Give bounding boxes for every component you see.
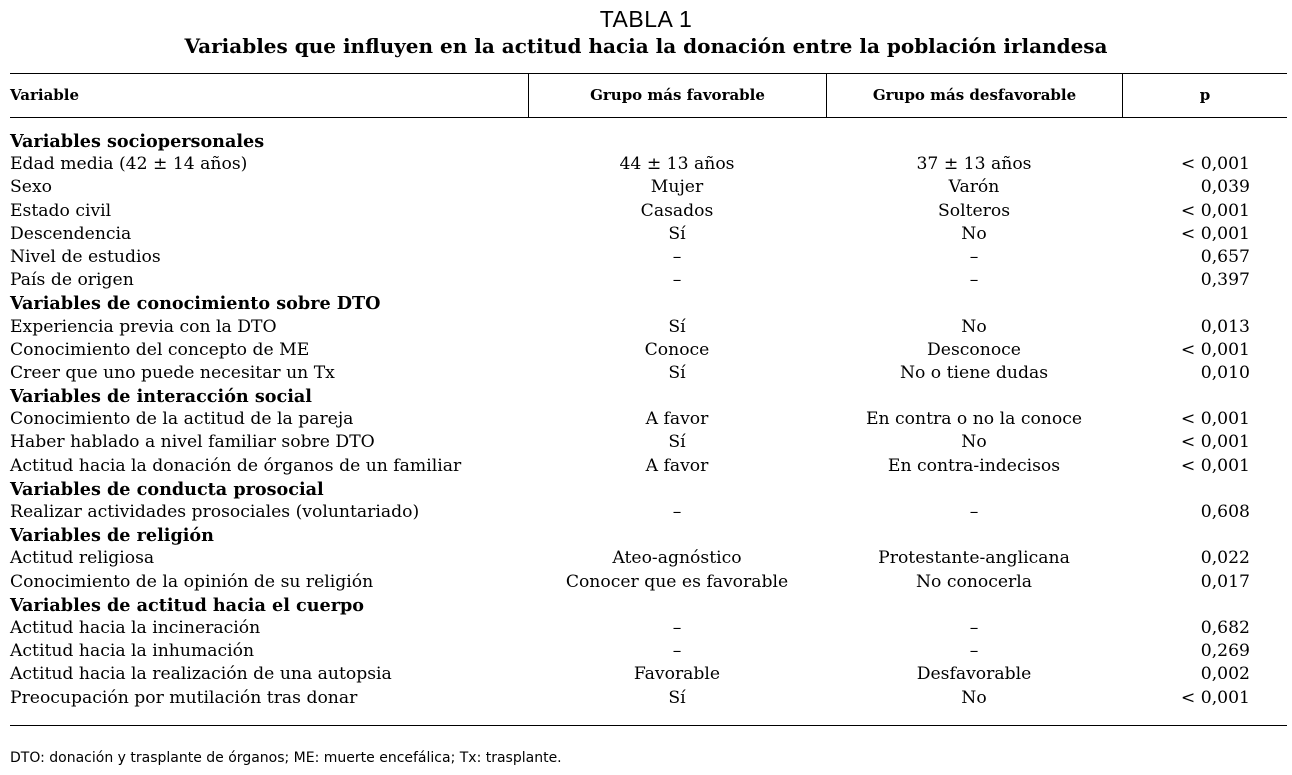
table-row — [10, 176, 1287, 199]
favorable-group-cell: – — [672, 270, 682, 291]
favorable-group-cell: – — [672, 641, 682, 662]
section-header-row — [10, 385, 1287, 408]
favorable-group-cell: – — [672, 246, 682, 267]
favorable-group-cell: Conoce — [644, 339, 710, 360]
unfavorable-group-cell: No conocerla — [916, 571, 1032, 592]
table-row — [10, 153, 1287, 176]
header-variable: Variable — [10, 86, 80, 104]
table-row — [10, 200, 1287, 223]
p-value-cell: 0,039 — [1200, 177, 1250, 198]
section-header-row — [10, 130, 1287, 153]
unfavorable-group-cell: – — [969, 617, 979, 638]
variable-cell: Actitud hacia la inhumación — [10, 641, 255, 662]
section-title: Variables de conocimiento sobre DTO — [10, 293, 381, 315]
table-body — [10, 130, 1287, 710]
section-title: Variables de religión — [10, 525, 214, 547]
variable-cell: Realizar actividades prosociales (voluntariado) — [10, 502, 420, 522]
table-row — [10, 362, 1287, 385]
favorable-group-cell: 44 ± 13 años — [619, 154, 735, 175]
favorable-group-cell: Mujer — [650, 177, 704, 198]
unfavorable-group-cell: No — [961, 432, 987, 453]
p-value-cell: < 0,001 — [1180, 339, 1250, 360]
header-p-value: p — [1122, 73, 1287, 117]
table-label: TABLA 1 — [599, 6, 693, 32]
table-row — [10, 617, 1287, 640]
variable-cell: Preocupación por mutilación tras donar — [10, 687, 358, 708]
table-row — [10, 431, 1287, 454]
unfavorable-group-cell: – — [969, 502, 979, 522]
variable-cell: País de origen — [10, 270, 134, 291]
favorable-group-cell: Sí — [668, 362, 686, 383]
table-row — [10, 339, 1287, 362]
p-value-cell: < 0,001 — [1180, 223, 1250, 244]
section-header-row — [10, 478, 1287, 501]
p-value-cell: < 0,001 — [1180, 409, 1250, 430]
table-row — [10, 455, 1287, 478]
variable-cell: Conocimiento de la actitud de la pareja — [10, 409, 354, 430]
variable-cell: Estado civil — [10, 200, 112, 221]
section-header-row — [10, 594, 1287, 617]
favorable-group-cell: – — [672, 617, 682, 638]
unfavorable-group-cell: Solteros — [937, 200, 1011, 221]
favorable-group-cell: Favorable — [633, 664, 721, 685]
table-row — [10, 246, 1287, 269]
section-header-row — [10, 524, 1287, 547]
unfavorable-group-cell: Protestante-anglicana — [878, 548, 1070, 569]
p-value-cell: 0,269 — [1200, 641, 1250, 662]
table-footnote: DTO: donación y trasplante de órganos; ME: muerte encefálica; Tx: trasplante. — [10, 750, 562, 766]
unfavorable-group-cell: – — [969, 641, 979, 662]
p-value-cell: 0,397 — [1200, 270, 1250, 291]
p-value-cell: < 0,001 — [1180, 455, 1250, 476]
table-row — [10, 408, 1287, 431]
favorable-group-cell: Sí — [668, 687, 686, 708]
unfavorable-group-cell: – — [969, 270, 979, 291]
unfavorable-group-cell: 37 ± 13 años — [916, 154, 1032, 175]
section-title: Variables de interacción social — [10, 386, 312, 408]
variable-cell: Sexo — [10, 177, 52, 198]
p-value-cell: 0,657 — [1200, 246, 1250, 267]
p-value-cell: 0,022 — [1200, 548, 1250, 569]
variable-cell: Edad media (42 ± 14 años) — [10, 154, 248, 175]
table-row — [10, 501, 1287, 524]
unfavorable-group-cell: Varón — [948, 177, 1000, 198]
section-header-row — [10, 292, 1287, 315]
table-row — [10, 687, 1287, 710]
table-title: Variables que influyen en la actitud hacia la donación entre la población irlandesa — [184, 34, 1108, 58]
bottom-rule — [10, 725, 1287, 726]
header-favorable-group: Grupo más favorable — [528, 73, 826, 117]
unfavorable-group-cell: En contra-indecisos — [887, 455, 1061, 476]
favorable-group-cell: A favor — [645, 455, 709, 476]
variable-cell: Experiencia previa con la DTO — [10, 316, 277, 337]
unfavorable-group-cell: No — [961, 223, 987, 244]
table-header — [10, 73, 1287, 117]
p-value-cell: 0,002 — [1200, 664, 1250, 685]
p-value-cell: < 0,001 — [1180, 432, 1250, 453]
table-row — [10, 547, 1287, 570]
variable-cell: Actitud hacia la incineración — [10, 617, 261, 638]
section-title: Variables de conducta prosocial — [10, 478, 324, 500]
table-row — [10, 316, 1287, 339]
variable-cell: Conocimiento del concepto de ME — [10, 339, 310, 360]
header-unfavorable-group: Grupo más desfavorable — [826, 73, 1122, 117]
favorable-group-cell: – — [672, 502, 682, 522]
table-row — [10, 571, 1287, 594]
p-value-cell: < 0,001 — [1180, 687, 1250, 708]
p-value-cell: 0,013 — [1200, 316, 1250, 337]
table-row — [10, 269, 1287, 292]
unfavorable-group-cell: No — [961, 687, 987, 708]
p-value-cell: 0,010 — [1200, 362, 1250, 383]
favorable-group-cell: Sí — [668, 316, 686, 337]
unfavorable-group-cell: Desconoce — [927, 339, 1021, 360]
variable-cell: Creer que uno puede necesitar un Tx — [10, 362, 335, 383]
favorable-group-cell: Sí — [668, 432, 686, 453]
variable-cell: Actitud hacia la donación de órganos de un familiar — [10, 455, 462, 476]
p-value-cell: 0,608 — [1200, 502, 1250, 522]
unfavorable-group-cell: No — [961, 316, 987, 337]
p-value-cell: < 0,001 — [1180, 154, 1250, 175]
variable-cell: Actitud religiosa — [10, 548, 155, 569]
unfavorable-group-cell: No o tiene dudas — [899, 362, 1049, 383]
favorable-group-cell: Ateo-agnóstico — [612, 548, 742, 569]
unfavorable-group-cell: En contra o no la conoce — [865, 409, 1083, 430]
section-title: Variables sociopersonales — [10, 131, 265, 152]
favorable-group-cell: A favor — [645, 409, 709, 430]
p-value-cell: 0,017 — [1200, 571, 1250, 592]
favorable-group-cell: Conocer que es favorable — [565, 571, 789, 592]
variable-cell: Nivel de estudios — [10, 246, 161, 267]
table-row — [10, 663, 1287, 686]
favorable-group-cell: Casados — [640, 200, 714, 221]
unfavorable-group-cell: – — [969, 246, 979, 267]
p-value-cell: 0,682 — [1200, 617, 1250, 638]
variable-cell: Descendencia — [10, 223, 132, 244]
header-rule — [10, 117, 1287, 118]
variable-cell: Actitud hacia la realización de una autopsia — [10, 664, 392, 685]
favorable-group-cell: Sí — [668, 223, 686, 244]
unfavorable-group-cell: Desfavorable — [916, 664, 1032, 685]
table-row — [10, 223, 1287, 246]
variable-cell: Haber hablado a nivel familiar sobre DTO — [10, 432, 375, 453]
variable-cell: Conocimiento de la opinión de su religión — [10, 571, 374, 592]
p-value-cell: < 0,001 — [1180, 200, 1250, 221]
section-title: Variables de actitud hacia el cuerpo — [10, 594, 365, 616]
table-row — [10, 640, 1287, 663]
